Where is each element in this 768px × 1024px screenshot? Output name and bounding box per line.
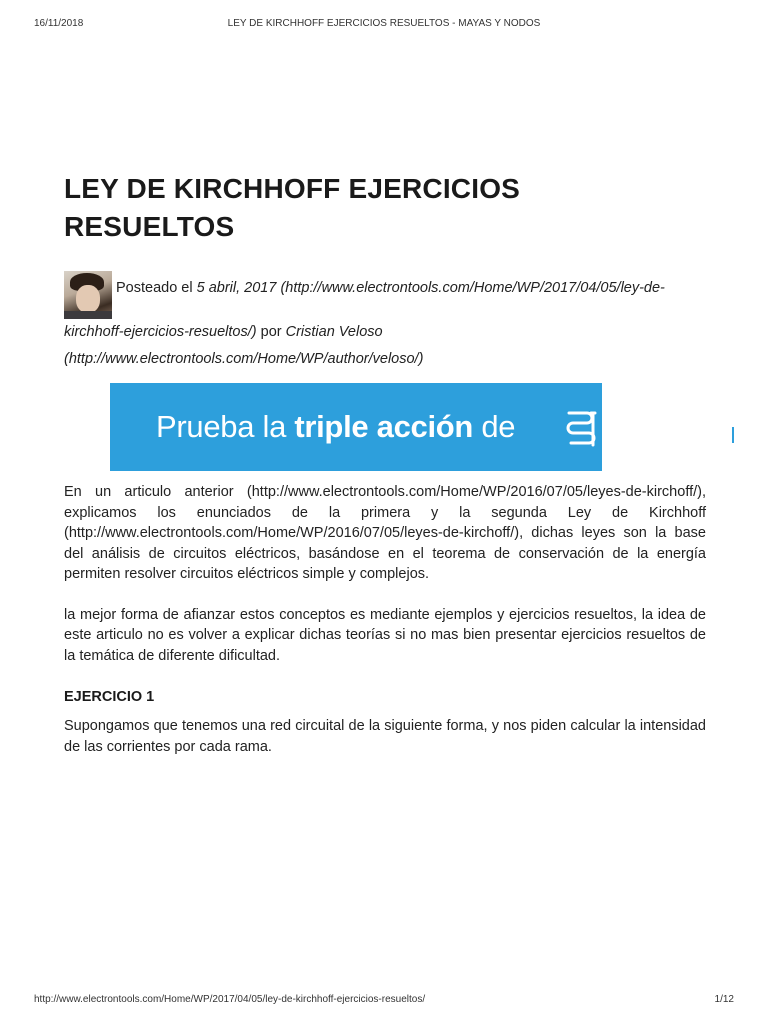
intestine-icon xyxy=(565,409,599,449)
posted-label: Posteado el xyxy=(116,280,193,296)
author-avatar xyxy=(64,271,112,319)
paragraph-intro: En un articulo anterior (http://www.electrontools.com/Home/WP/2016/07/05/leyes-de-kirchoff/), explicamos los enunciados de la primera y la segunda Ley de Kirchhoff (http://www.electrontools.com/Home/WP/2016/07/05/leyes-de-kirchoff/), dichas leyes son la base del análisis de circuitos eléctricos, basándose en el teorema de conservación de la energía permiten resolver circuitos eléctricos simple y complejos. xyxy=(64,484,706,582)
print-header xyxy=(34,18,734,32)
article xyxy=(64,170,706,757)
post-meta-line2 xyxy=(64,319,706,346)
by-label: por xyxy=(260,324,282,340)
print-footer xyxy=(34,994,734,1008)
paragraph-purpose: la mejor forma de afianzar estos conceptos es mediante ejemplos y ejercicios resueltos, la idea de este articulo no es volver a explicar dichas teorías si no mas bien presentar ejercicios resueltos de la temática de diferente dificultad. xyxy=(64,606,706,664)
article-title-line1: LEY DE KIRCHHOFF EJERCICIOS xyxy=(64,173,521,204)
author-url[interactable]: (http://www.electrontools.com/Home/WP/author/veloso/) xyxy=(64,351,424,367)
page-number: 1/12 xyxy=(714,994,734,1005)
post-meta xyxy=(64,271,706,373)
banner-text: Prueba la triple acción de xyxy=(156,409,516,444)
print-url: http://www.electrontools.com/Home/WP/2017/04/05/ley-de-kirchhoff-ejercicios-resueltos/ xyxy=(34,994,426,1005)
print-date: 16/11/2018 xyxy=(34,18,84,29)
article-title-line2: RESUELTOS xyxy=(64,211,235,242)
author-link[interactable]: Cristian Veloso xyxy=(285,324,383,340)
post-url[interactable]: (http://www.electrontools.com/Home/WP/2017/04/05/ley-de- xyxy=(280,280,665,296)
ad-banner[interactable] xyxy=(110,383,734,471)
paragraph-exercise: Supongamos que tenemos una red circuital de la siguiente forma, y nos piden calcular la intensidad de las corrientes por cada rama. xyxy=(64,718,706,755)
section-heading: EJERCICIO 1 xyxy=(64,689,155,705)
post-url-continued[interactable]: kirchhoff-ejercicios-resueltos/) xyxy=(64,324,257,340)
banner-image-area xyxy=(602,383,734,471)
post-date-link[interactable]: 5 abril, 2017 xyxy=(196,280,277,296)
article-title xyxy=(64,170,706,246)
print-document-title: LEY DE KIRCHHOFF EJERCICIOS RESUELTOS - MAYAS Y NODOS xyxy=(227,18,541,29)
post-meta-line1 xyxy=(64,271,706,319)
